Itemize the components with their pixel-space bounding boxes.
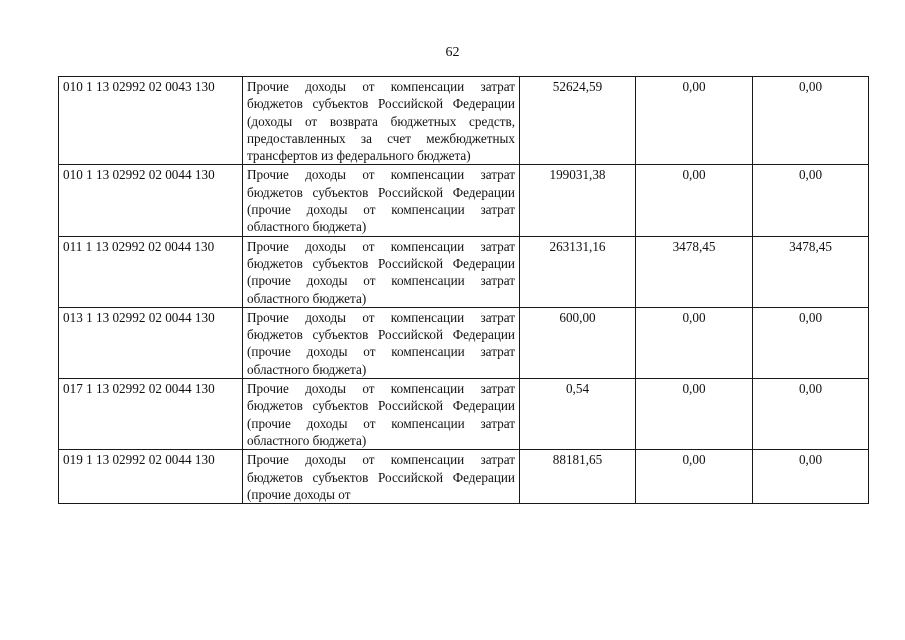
amount-column-2: 0,00 bbox=[636, 77, 753, 165]
income-description bbox=[243, 307, 520, 378]
amount-column-2: 0,00 bbox=[636, 450, 753, 504]
income-description bbox=[243, 236, 520, 307]
amount-column-2: 3478,45 bbox=[636, 236, 753, 307]
amount-column-1: 0,54 bbox=[520, 379, 636, 450]
page-number: 62 bbox=[445, 45, 460, 60]
income-description-text: Прочие доходы от компенсации затрат бюджетов субъектов Российской Федерации (доходы от возврата бюджетных средств, предоставленных за счет межбюджетных трансфертов из федерального бюджета) bbox=[247, 79, 515, 164]
table-row bbox=[59, 236, 869, 307]
budget-classification-code: 019 1 13 02992 02 0044 130 bbox=[59, 450, 243, 504]
income-description bbox=[243, 450, 520, 504]
amount-column-3: 0,00 bbox=[753, 379, 869, 450]
amount-column-3: 0,00 bbox=[753, 450, 869, 504]
amount-column-1: 88181,65 bbox=[520, 450, 636, 504]
income-description bbox=[243, 379, 520, 450]
income-description bbox=[243, 165, 520, 236]
amount-column-2: 0,00 bbox=[636, 307, 753, 378]
budget-classification-code: 017 1 13 02992 02 0044 130 bbox=[59, 379, 243, 450]
amount-column-1: 600,00 bbox=[520, 307, 636, 378]
amount-column-1: 52624,59 bbox=[520, 77, 636, 165]
amount-column-3: 0,00 bbox=[753, 307, 869, 378]
budget-income-table bbox=[58, 76, 869, 504]
table-row bbox=[59, 77, 869, 165]
amount-column-3: 3478,45 bbox=[753, 236, 869, 307]
table-row bbox=[59, 165, 869, 236]
amount-column-3: 0,00 bbox=[753, 165, 869, 236]
income-description-text: Прочие доходы от компенсации затрат бюджетов субъектов Российской Федерации (прочие доходы от компенсации затрат областного бюджета) bbox=[247, 381, 515, 448]
amount-column-1: 199031,38 bbox=[520, 165, 636, 236]
amount-column-2: 0,00 bbox=[636, 165, 753, 236]
amount-column-1: 263131,16 bbox=[520, 236, 636, 307]
budget-classification-code: 013 1 13 02992 02 0044 130 bbox=[59, 307, 243, 378]
table-row bbox=[59, 379, 869, 450]
budget-classification-code: 010 1 13 02992 02 0044 130 bbox=[59, 165, 243, 236]
income-description-text: Прочие доходы от компенсации затрат бюджетов субъектов Российской Федерации (прочие доходы от bbox=[247, 452, 515, 502]
budget-classification-code: 010 1 13 02992 02 0043 130 bbox=[59, 77, 243, 165]
budget-classification-code: 011 1 13 02992 02 0044 130 bbox=[59, 236, 243, 307]
table-row bbox=[59, 450, 869, 504]
income-description-text: Прочие доходы от компенсации затрат бюджетов субъектов Российской Федерации (прочие доходы от компенсации затрат областного бюджета) bbox=[247, 309, 515, 377]
table-row bbox=[59, 307, 869, 378]
amount-column-3: 0,00 bbox=[753, 77, 869, 165]
income-description bbox=[243, 77, 520, 165]
income-description-text: Прочие доходы от компенсации затрат бюджетов субъектов Российской Федерации (прочие доходы от компенсации затрат областного бюджета) bbox=[247, 167, 515, 235]
amount-column-2: 0,00 bbox=[636, 379, 753, 450]
income-description-text: Прочие доходы от компенсации затрат бюджетов субъектов Российской Федерации (прочие доходы от компенсации затрат областного бюджета) bbox=[247, 238, 515, 306]
